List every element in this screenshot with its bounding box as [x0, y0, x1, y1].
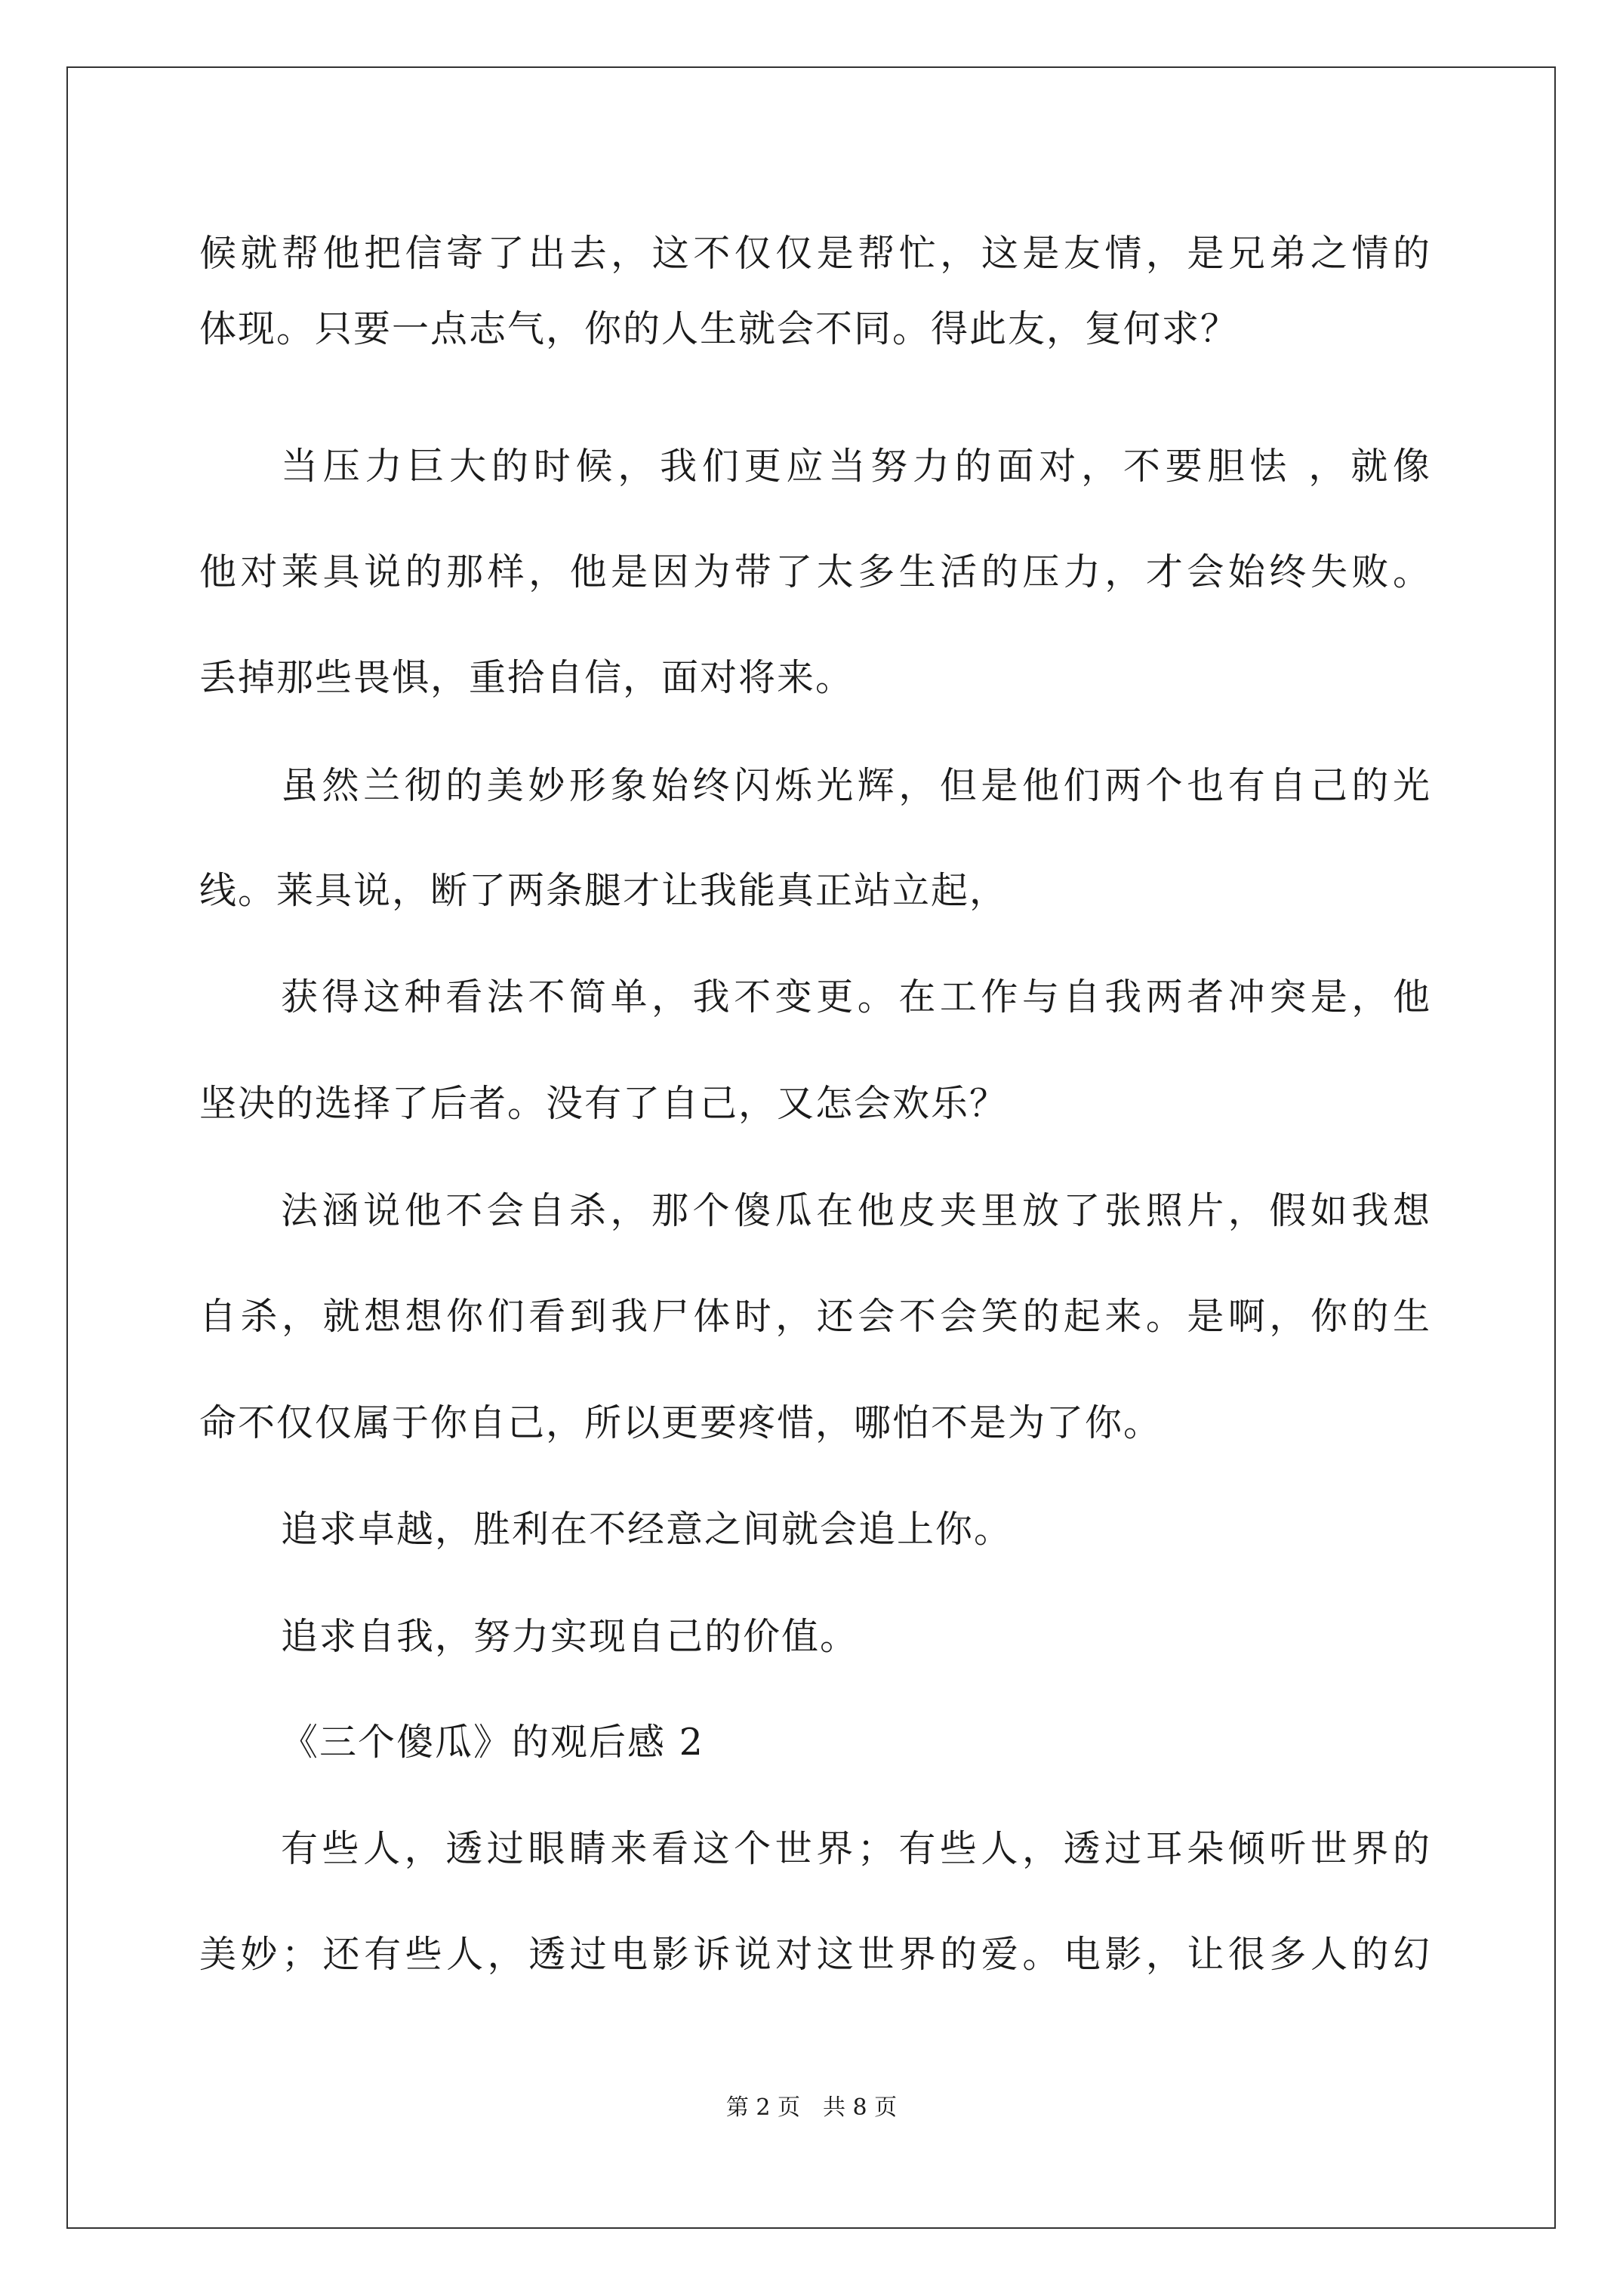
text-line: 美妙；还有些人，透过电影诉说对这世界的爱。电影，让很多人的幻 — [199, 1933, 1431, 1976]
text-line: 候就帮他把信寄了出去，这不仅仅是帮忙，这是友情，是兄弟之情的 — [199, 232, 1431, 275]
page-total: 共 8 页 — [823, 2094, 898, 2121]
text-line: 追求自我，努力实现自己的价值。 — [281, 1615, 859, 1658]
page-footer — [0, 2093, 1623, 2123]
page-border — [66, 66, 1556, 2229]
text-line: 当压力巨大的时候，我们更应当努力的面对，不要胆怯 ，就像 — [281, 445, 1431, 488]
text-line: 命不仅仅属于你自己，所以更要疼惜，哪怕不是为了你。 — [199, 1401, 1163, 1444]
text-line: 线。莱具说，断了两条腿才让我能真正站立起， — [199, 869, 1009, 912]
text-line: 有些人，透过眼睛来看这个世界；有些人，透过耳朵倾听世界的 — [281, 1827, 1431, 1870]
text-line: 虽然兰彻的美妙形象始终闪烁光辉，但是他们两个也有自己的光 — [281, 764, 1431, 807]
text-line: 追求卓越，胜利在不经意之间就会追上你。 — [281, 1508, 1013, 1551]
text-line: 坚决的选择了后者。没有了自己，又怎会欢乐？ — [199, 1082, 1009, 1125]
text-line: 他对莱具说的那样，他是因为带了太多生活的压力，才会始终失败。 — [199, 550, 1431, 593]
text-line: 丢掉那些畏惧，重拾自信，面对将来。 — [199, 656, 855, 699]
text-line: 获得这种看法不简单，我不变更。在工作与自我两者冲突是，他 — [281, 975, 1431, 1019]
text-line: 法涵说他不会自杀，那个傻瓜在他皮夹里放了张照片，假如我想 — [281, 1189, 1431, 1232]
page-number: 第 2 页 — [725, 2094, 800, 2121]
text-line: 体现。只要一点志气，你的人生就会不同。得此友，复何求？ — [199, 307, 1240, 350]
text-line: 自杀，就想想你们看到我尸体时，还会不会笑的起来。是啊，你的生 — [199, 1295, 1431, 1338]
section-heading: 《三个傻瓜》的观后感 2 — [281, 1721, 704, 1764]
